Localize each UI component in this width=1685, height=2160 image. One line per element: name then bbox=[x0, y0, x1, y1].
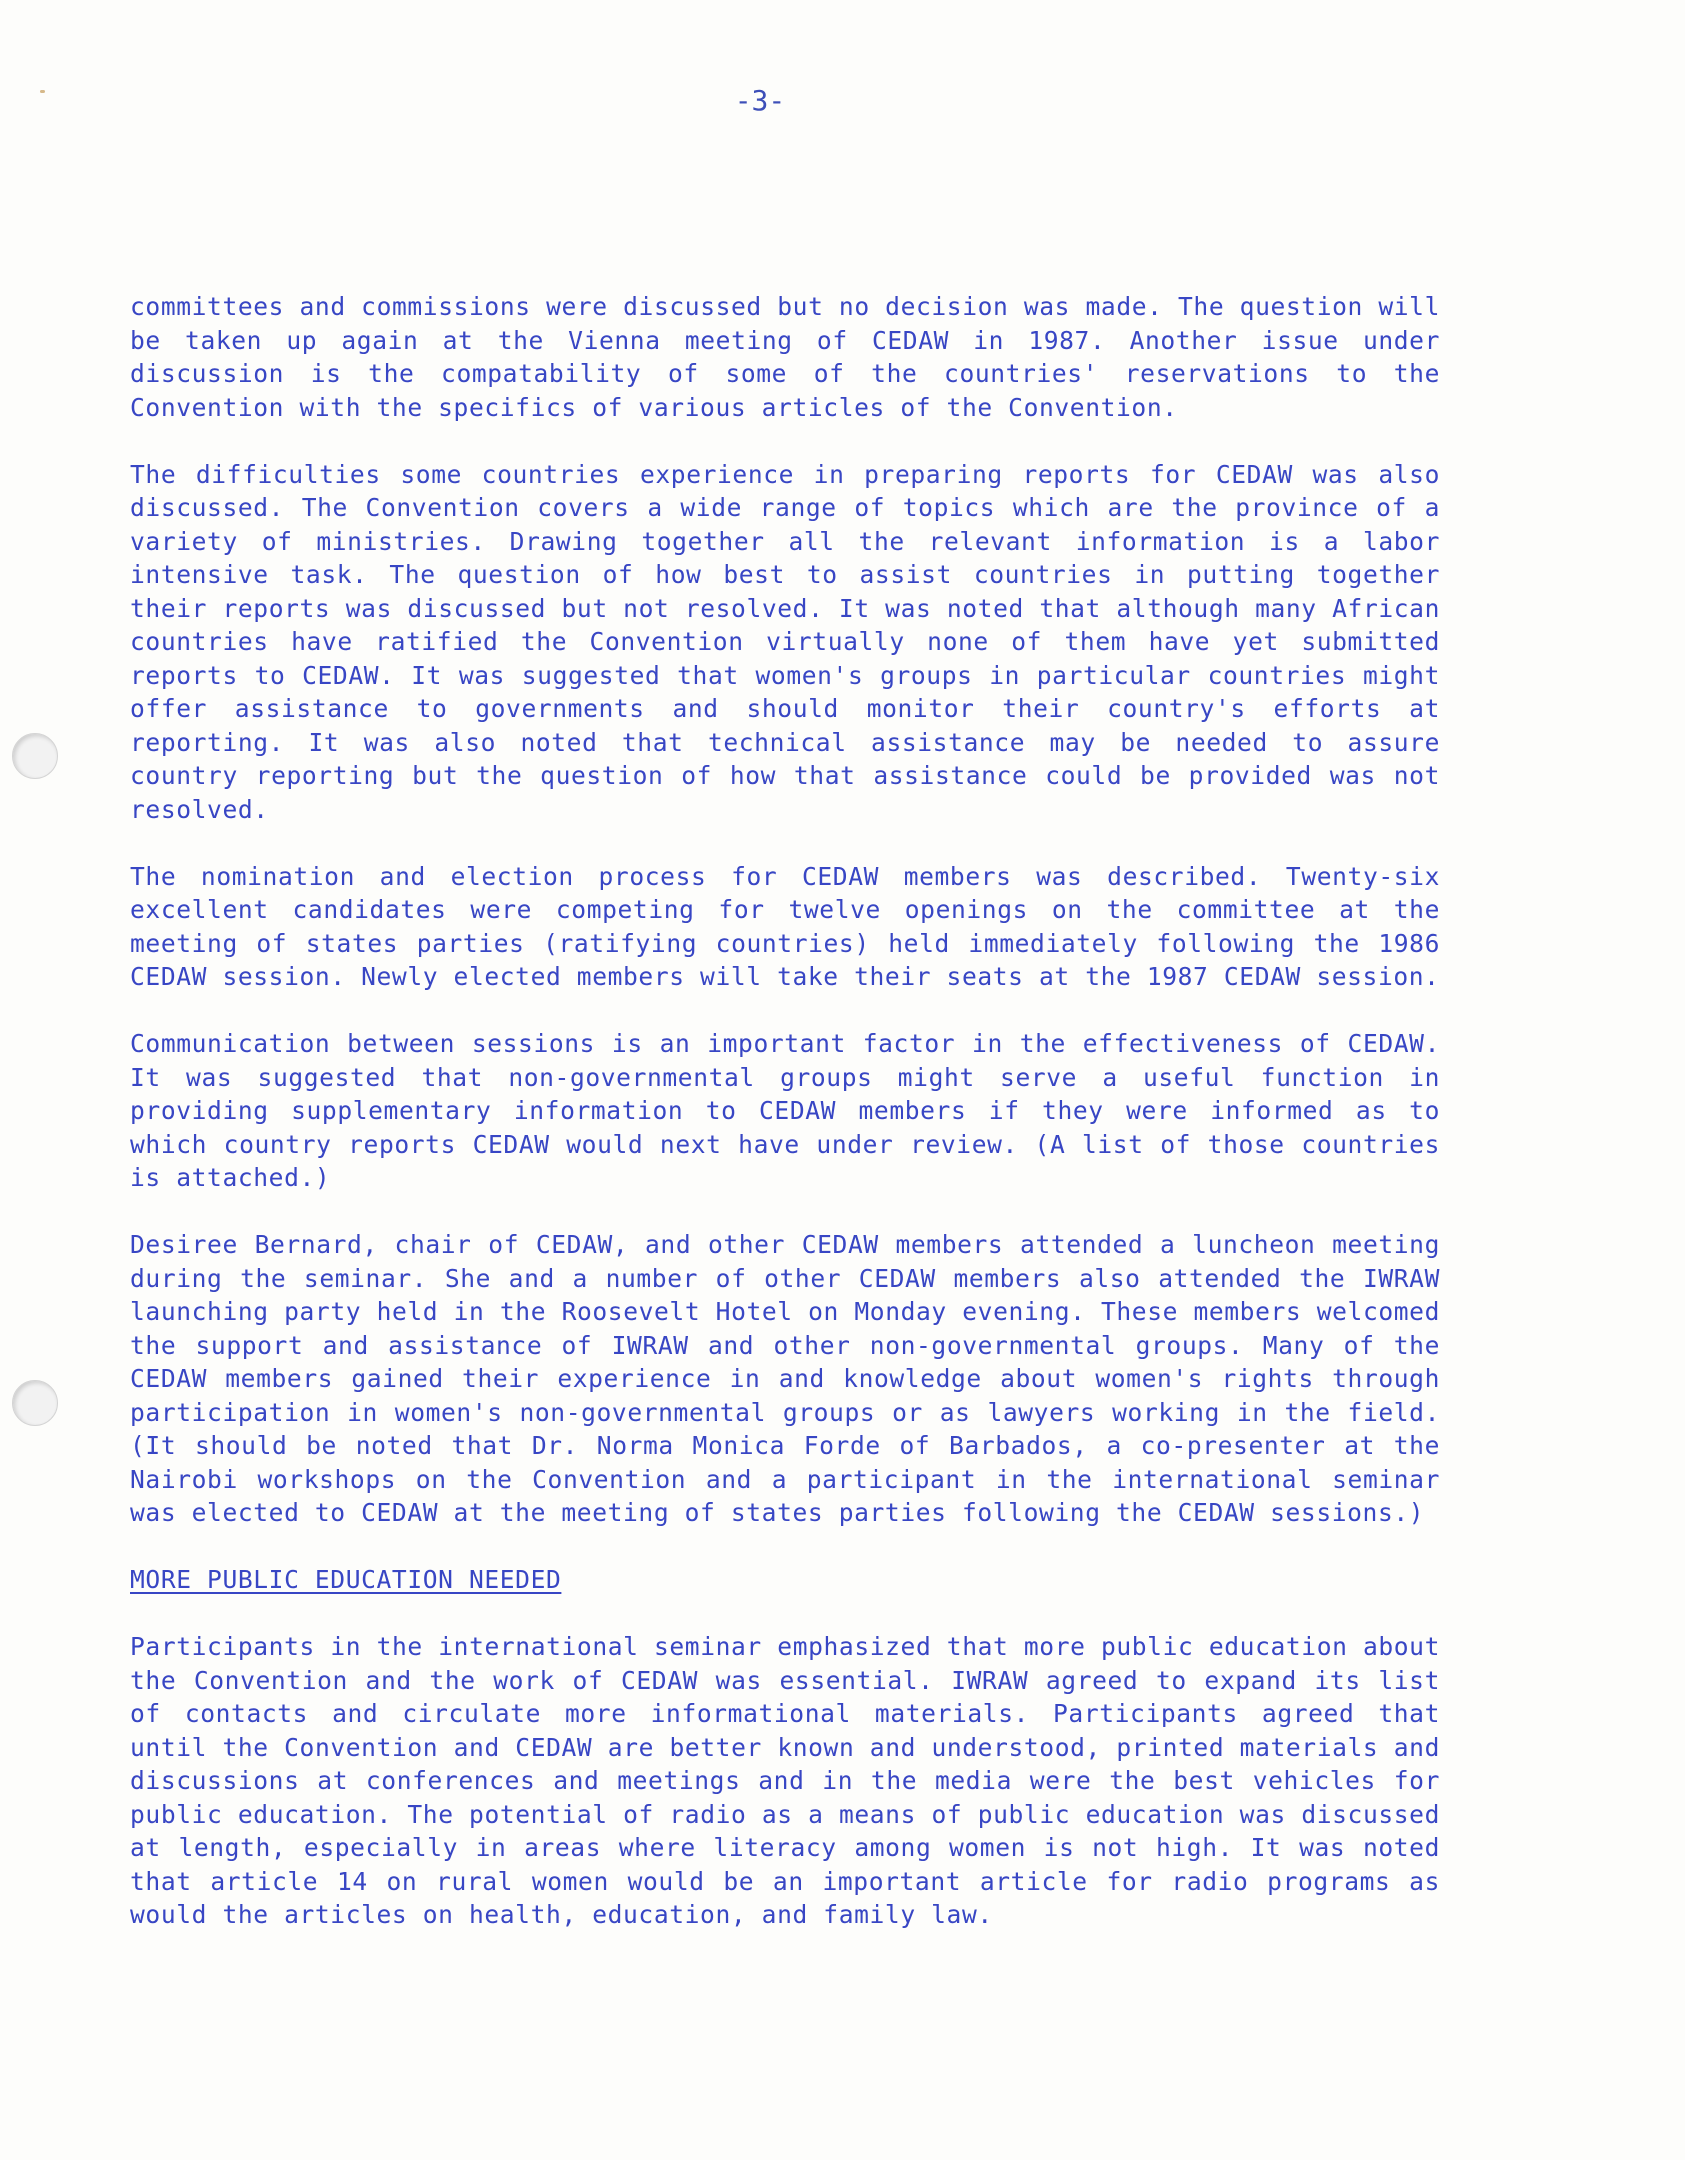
document-body bbox=[130, 290, 1440, 1965]
binder-hole-upper bbox=[12, 733, 58, 779]
section-heading: MORE PUBLIC EDUCATION NEEDED bbox=[130, 1565, 562, 1594]
paragraph-public-education: Participants in the international seminar emphasized that more public education about the Convention and the work of CEDAW was essential. IWRAW agreed to expand its list of contacts and circulate more informational materials. Participants agreed that until the Convention and CEDAW are better known and understood, printed materials and discussions at conferences and meetings and in the media were the best vehicles for public education. The potential of radio as a means of public education was discussed at length, especially in areas where literacy among women is not high. It was noted that article 14 on rural women would be an important article for radio programs as would the articles on health, education, and family law. bbox=[130, 1632, 1440, 1929]
paragraph-communication: Communication between sessions is an important factor in the effectiveness of CEDAW. It was suggested that non-governmental groups might serve a useful function in providing supplementary information to CEDAW members if they were informed as to which country reports CEDAW would next have under review. (A list of those countries is attached.) bbox=[130, 1029, 1440, 1192]
paragraph-reporting-difficulties: The difficulties some countries experience in preparing reports for CEDAW was also discussed. The Convention covers a wide range of topics which are the province of a variety of ministries. Drawing together all the relevant information is a labor intensive task. The question of how best to assist countries in putting together their reports was discussed but not resolved. It was noted that although many African countries have ratified the Convention virtually none of them have yet submitted reports to CEDAW. It was suggested that women's groups in particular countries might offer assistance to governments and should monitor their country's efforts at reporting. It was also noted that technical assistance may be needed to assure country reporting but the question of how that assistance could be provided was not resolved. bbox=[130, 459, 1440, 824]
paragraph-nomination-election: The nomination and election process for CEDAW members was described. Twenty-six excellent candidates were competing for twelve openings on the committee at the meeting of states parties (ratifying countries) held immediately following the 1986 CEDAW session. Newly elected members will take their seats at the 1987 CEDAW session. bbox=[130, 861, 1440, 991]
paragraph-committees: committees and commissions were discussed but no decision was made. The question will be taken up again at the Vienna meeting of CEDAW in 1987. Another issue under discussion is the compatability of some of the countries' reservations to the Convention with the specifics of various articles of the Convention. bbox=[130, 292, 1440, 422]
page-number: -3- bbox=[734, 84, 786, 117]
paragraph-cedaw-members: Desiree Bernard, chair of CEDAW, and other CEDAW members attended a luncheon meeting during the seminar. She and a number of other CEDAW members also attended the IWRAW launching party held in the Roosevelt Hotel on Monday evening. These members welcomed the support and assistance of IWRAW and other non-governmental groups. Many of the CEDAW members gained their experience in and knowledge about women's rights through participation in women's non-governmental groups or as lawyers working in the field. (It should be noted that Dr. Norma Monica Forde of Barbados, a co-presenter at the Nairobi workshops on the Convention and a participant in the international seminar was elected to CEDAW at the meeting of states parties following the CEDAW sessions.) bbox=[130, 1230, 1440, 1527]
binder-hole-lower bbox=[12, 1380, 58, 1426]
